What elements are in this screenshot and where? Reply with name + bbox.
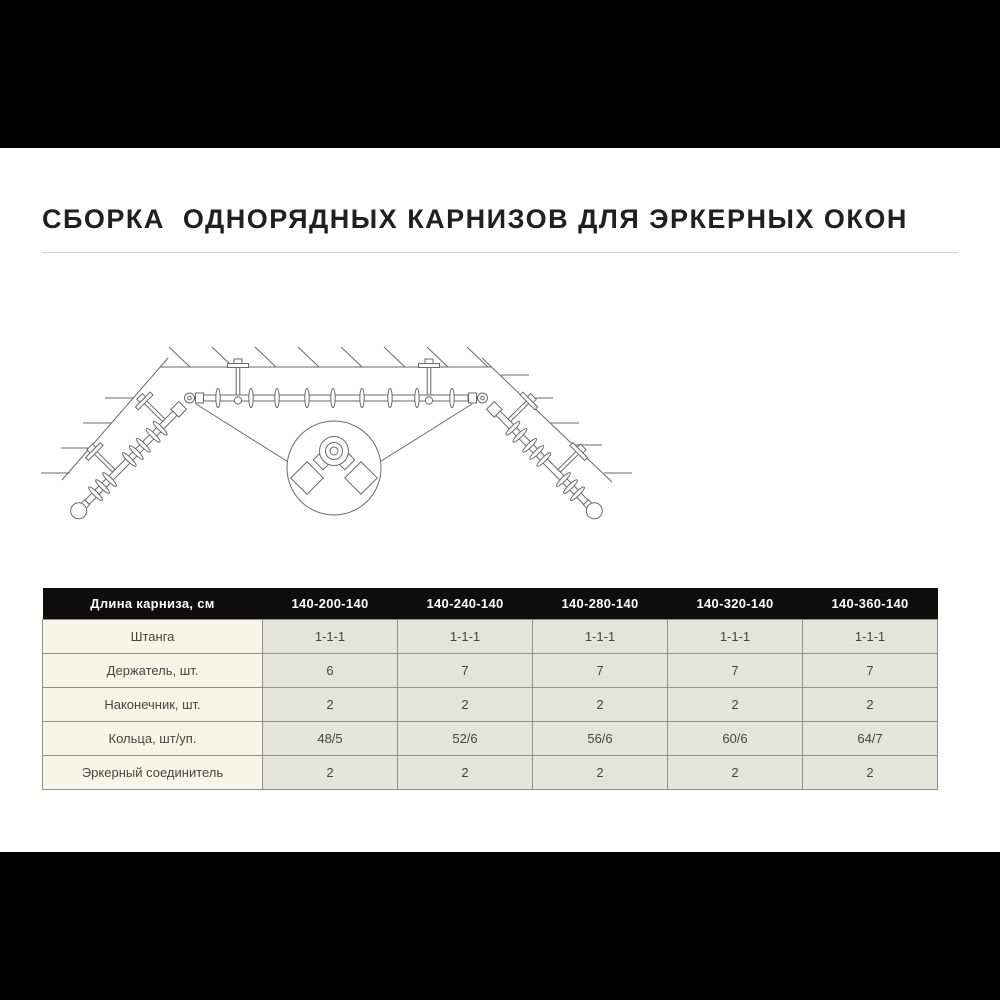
value-cell: 1-1-1 [668,620,803,654]
value-cell: 1-1-1 [398,620,533,654]
value-cell: 7 [803,654,938,688]
row-label-cell: Наконечник, шт. [43,688,263,722]
row-label-cell: Кольца, шт/уп. [43,722,263,756]
curtain-ring [275,389,279,408]
curtain-ring [360,389,364,408]
right-angled-rod [484,379,627,523]
value-cell: 2 [533,756,668,790]
curtain-ring [415,389,419,408]
value-cell: 2 [398,688,533,722]
curtain-ring [388,389,392,408]
value-cell: 60/6 [668,722,803,756]
value-cell: 1-1-1 [803,620,938,654]
leader-line-right [381,404,473,462]
value-cell: 6 [263,654,398,688]
value-cell: 56/6 [533,722,668,756]
table-header-row [43,588,938,620]
column-header: 140-320-140 [668,588,803,620]
value-cell: 2 [263,688,398,722]
top-letterbox-bar [0,0,1000,148]
corner-hinge [478,393,488,403]
value-cell: 2 [668,756,803,790]
value-cell: 1-1-1 [533,620,668,654]
leader-line-left [196,404,288,462]
bay-cornice-assembly-diagram [40,320,640,535]
table-row [43,722,938,756]
ceiling-bracket [228,359,249,396]
ceiling-bracket [419,359,440,396]
value-cell: 2 [533,688,668,722]
value-cell: 2 [263,756,398,790]
column-header: 140-240-140 [398,588,533,620]
bottom-letterbox-bar [0,852,1000,1000]
column-header: 140-280-140 [533,588,668,620]
value-cell: 2 [803,688,938,722]
value-cell: 2 [803,756,938,790]
left-angled-rod [47,379,190,523]
row-label-cell: Штанга [43,620,263,654]
page-title: СБОРКА ОДНОРЯДНЫХ КАРНИЗОВ ДЛЯ ЭРКЕРНЫХ ОКОН [42,204,908,234]
column-header: Длина карниза, см [43,588,263,620]
value-cell: 7 [668,654,803,688]
curtain-ring [450,389,454,408]
column-header: 140-200-140 [263,588,398,620]
value-cell: 1-1-1 [263,620,398,654]
table-row [43,654,938,688]
corner-hinge [185,393,195,403]
value-cell: 64/7 [803,722,938,756]
table-row [43,756,938,790]
curtain-ring [216,389,220,408]
spec-table [42,588,938,790]
curtain-ring [305,389,309,408]
column-header: 140-360-140 [803,588,938,620]
curtain-ring [249,389,253,408]
title-divider [42,252,958,253]
value-cell: 52/6 [398,722,533,756]
table-row [43,688,938,722]
bay-connector-detail [287,421,381,515]
table-row [43,620,938,654]
value-cell: 7 [398,654,533,688]
value-cell: 2 [398,756,533,790]
row-label-cell: Держатель, шт. [43,654,263,688]
value-cell: 48/5 [263,722,398,756]
value-cell: 2 [668,688,803,722]
row-label-cell: Эркерный соединитель [43,756,263,790]
curtain-ring [331,389,335,408]
value-cell: 7 [533,654,668,688]
